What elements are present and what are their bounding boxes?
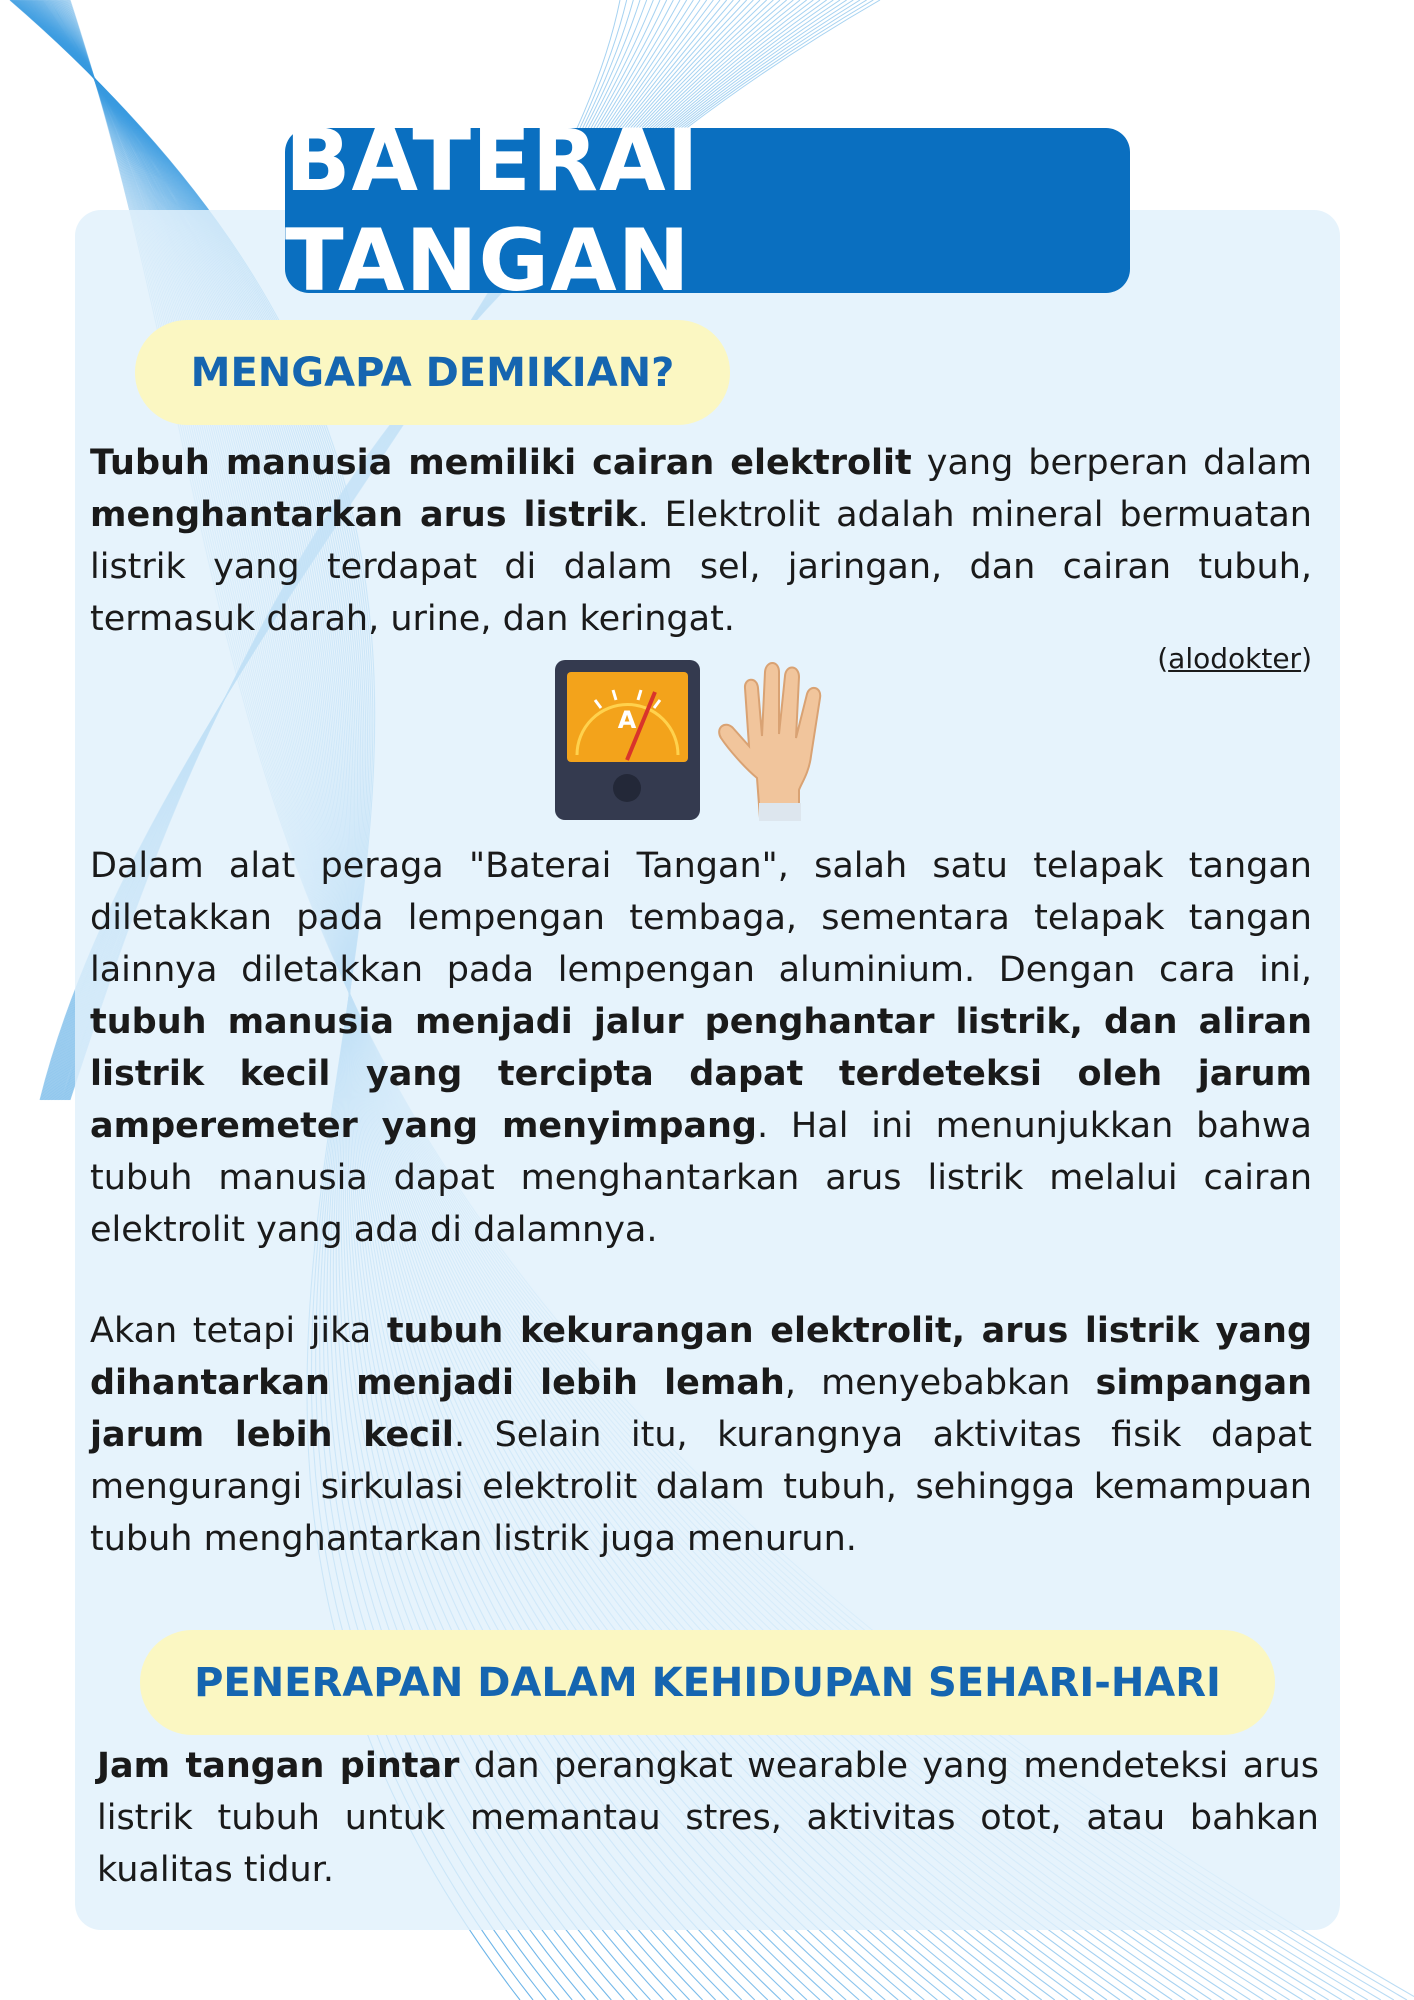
body-text: Dalam alat peraga "Baterai Tangan", salah satu telapak tangan diletakkan pada lempengan tembaga, sementara telapak tangan lainnya diletakkan pada lempengan aluminium. Dengan cara ini, (90, 846, 1312, 990)
bold-text: Tubuh manusia memiliki cairan elektrolit (90, 443, 912, 483)
body-text: . Selain itu, kurangnya aktivitas fisik dapat mengurangi sirkulasi elektrolit dalam tubuh, sehingga kemampuan tubuh menghantarkan listrik juga menurun. (90, 1415, 1313, 1559)
amperemeter-icon (555, 660, 700, 820)
paragraph-lack-electrolyte (90, 1305, 1312, 1565)
body-text: , menyebabkan (784, 1363, 1096, 1403)
source-citation (1157, 642, 1312, 675)
body-text: dan perangkat wearable yang mendeteksi arus listrik tubuh untuk memantau stres, aktivitas otot, atau bahkan kualitas tidur. (97, 1746, 1319, 1890)
bold-text: menghantarkan arus listrik (90, 495, 638, 535)
source-close: ) (1301, 642, 1312, 675)
page-title: BATERAI TANGAN (285, 110, 700, 311)
section-heading-why-text: MENGAPA DEMIKIAN? (190, 349, 675, 396)
bold-text: Jam tangan pintar (97, 1746, 460, 1786)
title-banner (285, 110, 1130, 311)
bold-text: simpangan jarum lebih kecil (90, 1363, 1312, 1455)
body-text: . Hal ini menunjukkan bahwa tubuh manusia dapat menghantarkan arus listrik melalui cairan elektrolit yang ada di dalamnya. (90, 1106, 1313, 1250)
bold-text: tubuh kekurangan elektrolit, arus listrik yang dihantarkan menjadi lebih lemah (90, 1311, 1312, 1403)
section-heading-application (140, 1630, 1275, 1735)
body-text: Akan tetapi jika (90, 1311, 387, 1351)
body-text: . Elektrolit adalah mineral bermuatan listrik yang terdapat di dalam sel, jaringan, dan cairan tubuh, termasuk darah, urine, dan keringat. (90, 495, 1312, 639)
paragraph-hand-battery (90, 840, 1312, 1256)
section-heading-application-text: PENERAPAN DALAM KEHIDUPAN SEHARI-HARI (194, 1659, 1221, 1706)
hand-icon (715, 658, 845, 823)
section-heading-why (135, 320, 730, 425)
source-link[interactable]: alodokter (1168, 642, 1302, 675)
bold-text: tubuh manusia menjadi jalur penghantar listrik, dan aliran listrik kecil yang tercipta dapat terdeteksi oleh jarum amperemeter yang menyimpang (90, 1002, 1312, 1146)
paragraph-application (97, 1740, 1319, 1896)
body-text: yang berperan dalam (911, 443, 1312, 483)
meter-letter: A (617, 706, 637, 734)
paragraph-electrolyte (90, 437, 1312, 645)
source-open: ( (1157, 642, 1169, 675)
